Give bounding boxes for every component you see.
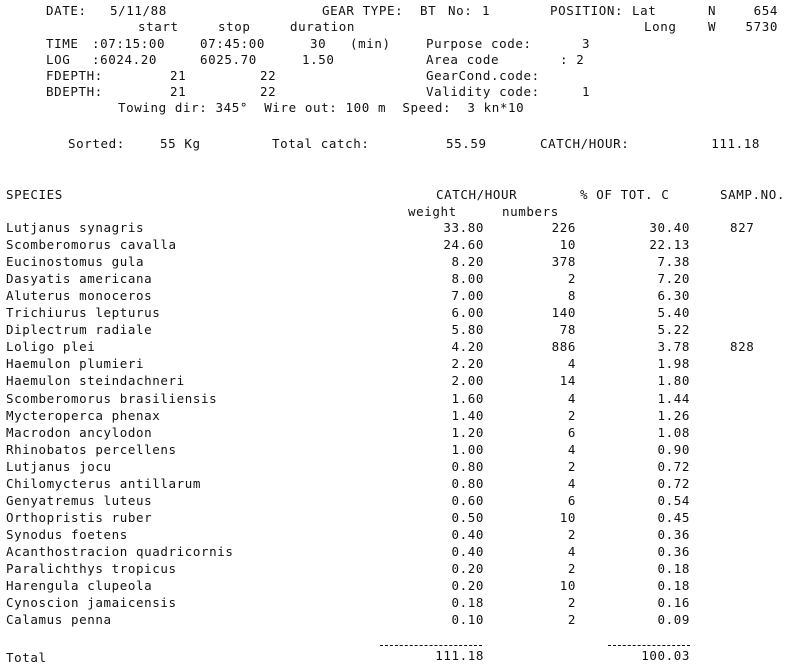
total-label: Total [6,650,47,665]
numbers-value: 140 [551,305,576,320]
weight-value: 7.00 [451,288,484,303]
fdepth-stop: 22 [260,68,277,83]
weight-value: 4.20 [451,339,484,354]
pct-value: 0.72 [657,459,690,474]
weight-value: 1.20 [451,425,484,440]
area-code-value: : 2 [560,52,585,67]
time-unit: (min) [350,36,391,51]
sorted-label: Sorted: [68,136,125,151]
pct-value: 1.44 [657,391,690,406]
table-row [0,562,800,579]
species-name: Lutjanus jocu [6,459,112,474]
fdepth-start: 21 [170,68,187,83]
weight-value: 0.60 [451,493,484,508]
numbers-value: 2 [567,561,576,576]
table-row [0,255,800,272]
weight-value: 1.00 [451,442,484,457]
total-catch-label: Total catch: [272,136,370,151]
table-row [0,323,800,340]
weight-value: 0.20 [451,578,484,593]
validity-code-value: 1 [582,84,591,99]
pct-value: 0.16 [657,595,690,610]
species-name: Rhinobatos percellens [6,442,177,457]
weight-value: 0.10 [451,612,484,627]
subcolumn-weight: weight [408,204,457,219]
lat-value: 654 [753,3,778,18]
species-name: Diplectrum radiale [6,322,153,337]
table-row [0,221,800,238]
table-row [0,494,800,511]
weight-value: 0.50 [451,510,484,525]
pct-value: 0.90 [657,442,690,457]
species-name: Cynoscion jamaicensis [6,595,177,610]
species-name: Harengula clupeola [6,578,153,593]
column-stop: stop [218,19,251,34]
pct-value: 0.45 [657,510,690,525]
column-pct-total: % OF TOT. C [580,187,670,202]
numbers-value: 2 [567,595,576,610]
catch-hour-value: 111.18 [711,136,760,151]
table-row [0,340,800,357]
weight-value: 33.80 [443,220,484,235]
table-row [0,238,800,255]
date-label: DATE: [46,3,87,18]
weight-value: 24.60 [443,237,484,252]
catch-hour-label: CATCH/HOUR: [540,136,630,151]
numbers-value: 2 [567,612,576,627]
weight-value: 1.40 [451,408,484,423]
numbers-value: 886 [551,339,576,354]
bdepth-label: BDEPTH: [46,84,103,99]
species-name: Eucinostomus gula [6,254,145,269]
pct-value: 0.54 [657,493,690,508]
bdepth-start: 21 [170,84,187,99]
gear-no-value: 1 [482,3,491,18]
pct-value: 3.78 [657,339,690,354]
log-duration: 1.50 [302,52,335,67]
table-row [0,528,800,545]
pct-value: 0.18 [657,578,690,593]
numbers-value: 4 [567,476,576,491]
weight-value: 0.20 [451,561,484,576]
pct-value: 1.98 [657,356,690,371]
column-start: start [138,19,179,34]
species-name: Haemulon plumieri [6,356,145,371]
species-name: Orthopristis ruber [6,510,153,525]
time-stop: 07:45:00 [200,36,266,51]
table-row [0,443,800,460]
numbers-value: 378 [551,254,576,269]
pct-value: 5.40 [657,305,690,320]
time-start: :07:15:00 [92,36,166,51]
long-value: 5730 [745,19,778,34]
lat-direction: N [708,3,717,18]
numbers-value: 4 [567,544,576,559]
species-name: Scomberomorus brasiliensis [6,391,218,406]
numbers-value: 78 [559,322,576,337]
species-name: Paralichthys tropicus [6,561,177,576]
pct-value: 0.36 [657,544,690,559]
weight-value: 2.20 [451,356,484,371]
table-row [0,613,800,630]
table-row [0,272,800,289]
total-pct: 100.03 [641,648,690,663]
weight-value: 0.40 [451,544,484,559]
numbers-value: 6 [567,493,576,508]
pct-value: 22.13 [649,237,690,252]
numbers-value: 10 [559,578,576,593]
numbers-value: 10 [559,237,576,252]
weight-value: 0.18 [451,595,484,610]
species-name: Chilomycterus antillarum [6,476,202,491]
numbers-value: 226 [551,220,576,235]
table-row [0,357,800,374]
numbers-value: 8 [567,288,576,303]
species-name: Loligo plei [6,339,96,354]
bdepth-stop: 22 [260,84,277,99]
pct-value: 7.38 [657,254,690,269]
samp-no-value: 828 [730,339,755,354]
time-label: TIME [46,36,79,51]
column-species: SPECIES [6,187,63,202]
species-name: Synodus foetens [6,527,128,542]
pct-value: 0.36 [657,527,690,542]
log-start: :6024.20 [92,52,158,67]
weight-value: 0.80 [451,459,484,474]
pct-value: 0.09 [657,612,690,627]
pct-value: 30.40 [649,220,690,235]
weight-total-rule [380,645,482,646]
species-name: Lutjanus synagris [6,220,145,235]
long-label: Long [644,19,677,34]
numbers-value: 2 [567,459,576,474]
numbers-value: 4 [567,442,576,457]
position-label: POSITION: [550,3,624,18]
gear-type-value: BT [420,3,437,18]
table-row [0,306,800,323]
lat-label: Lat [632,3,657,18]
weight-value: 5.80 [451,322,484,337]
table-row [0,409,800,426]
table-row [0,289,800,306]
species-name: Trichiurus lepturus [6,305,161,320]
numbers-value: 2 [567,271,576,286]
table-row [0,426,800,443]
samp-no-value: 827 [730,220,755,235]
gearcond-code-label: GearCond.code: [426,68,540,83]
validity-code-label: Validity code: [426,84,540,99]
weight-value: 8.00 [451,271,484,286]
pct-value: 1.08 [657,425,690,440]
subcolumn-numbers: numbers [502,204,559,219]
table-row [0,545,800,562]
table-row [0,579,800,596]
table-row [0,374,800,391]
pct-total-rule [608,645,690,646]
column-duration: duration [290,19,356,34]
pct-value: 6.30 [657,288,690,303]
species-name: Aluterus monoceros [6,288,153,303]
weight-value: 1.60 [451,391,484,406]
gear-no-label: No: [448,3,473,18]
area-code-label: Area code [426,52,500,67]
species-name: Genyatremus luteus [6,493,153,508]
column-samp-no: SAMP.NO. [720,187,786,202]
log-label: LOG [46,52,71,67]
log-stop: 6025.70 [200,52,257,67]
numbers-value: 2 [567,408,576,423]
table-row [0,460,800,477]
purpose-code-value: 3 [582,36,591,51]
table-row [0,596,800,613]
species-name: Mycteroperca phenax [6,408,161,423]
pct-value: 1.80 [657,373,690,388]
total-catch-value: 55.59 [446,136,487,151]
pct-value: 0.18 [657,561,690,576]
table-row [0,477,800,494]
pct-value: 0.72 [657,476,690,491]
date-value: 5/11/88 [110,3,167,18]
species-name: Haemulon steindachneri [6,373,185,388]
total-weight: 111.18 [435,648,484,663]
numbers-value: 6 [567,425,576,440]
pct-value: 1.26 [657,408,690,423]
purpose-code-label: Purpose code: [426,36,532,51]
numbers-value: 4 [567,391,576,406]
weight-value: 0.80 [451,476,484,491]
sorted-value: 55 Kg [160,136,201,151]
species-name: Macrodon ancylodon [6,425,153,440]
species-name: Calamus penna [6,612,112,627]
pct-value: 7.20 [657,271,690,286]
weight-value: 0.40 [451,527,484,542]
column-catch-hour: CATCH/HOUR [436,187,518,202]
numbers-value: 4 [567,356,576,371]
time-duration: 30 [310,36,327,51]
weight-value: 6.00 [451,305,484,320]
species-name: Acanthostracion quadricornis [6,544,234,559]
weight-value: 2.00 [451,373,484,388]
pct-value: 5.22 [657,322,690,337]
towing-line: Towing dir: 345° Wire out: 100 m Speed: 3 kn*10 [118,100,525,115]
table-row [0,392,800,409]
weight-value: 8.20 [451,254,484,269]
fdepth-label: FDEPTH: [46,68,103,83]
numbers-value: 10 [559,510,576,525]
gear-type-label: GEAR TYPE: [322,3,404,18]
numbers-value: 2 [567,527,576,542]
species-name: Dasyatis americana [6,271,153,286]
long-direction: W [708,19,717,34]
species-name: Scomberomorus cavalla [6,237,177,252]
table-row [0,511,800,528]
numbers-value: 14 [559,373,576,388]
